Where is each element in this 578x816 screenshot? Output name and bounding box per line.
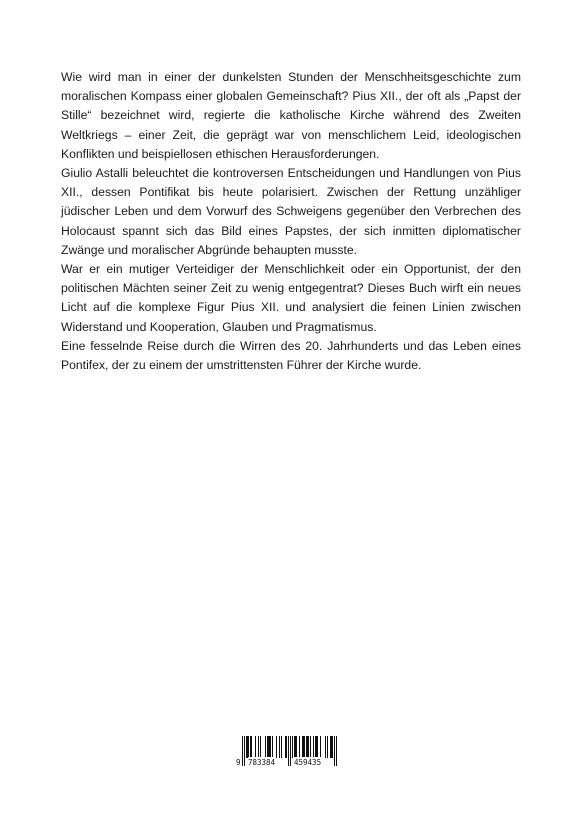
- blurb-paragraph-3: War er ein mutiger Verteidiger der Menschlichkeit oder ein Opportunist, der den politischen Mächten seiner Zeit zu wenig entgegentrat? Dieses Buch wirft ein neues Licht auf die komplexe Figur Pius XII. und analysiert die feinen Linien zwischen Widerstand und Kooperation, Glauben und Pragmatismus.: [61, 262, 521, 334]
- barcode-bar: [247, 736, 248, 758]
- barcode-bar: [250, 736, 251, 758]
- barcode-bar: [315, 736, 316, 758]
- barcode-bar: [272, 736, 273, 758]
- barcode-bar: [258, 736, 259, 758]
- barcode-bar: [269, 736, 270, 758]
- barcode-bar: [327, 736, 328, 758]
- barcode-left-group: 783384: [248, 758, 276, 767]
- barcode-bar: [260, 736, 261, 758]
- barcode-first-digit: 9: [236, 758, 241, 767]
- barcode-bar: [251, 736, 252, 758]
- barcode-bar: [330, 736, 331, 758]
- barcode-bar: [246, 736, 247, 758]
- barcode-bar: [265, 736, 266, 758]
- barcode-bar: [281, 736, 282, 758]
- barcode-digits: [236, 757, 338, 768]
- barcode-bar: [292, 736, 293, 758]
- barcode-bar: [286, 736, 287, 758]
- barcode-bar: [294, 736, 295, 758]
- blurb-text: [61, 68, 521, 375]
- barcode-bar: [270, 736, 271, 758]
- isbn-barcode: [236, 736, 338, 768]
- barcode-bar: [307, 736, 308, 758]
- barcode-bar: [248, 736, 249, 758]
- barcode-bar: [255, 736, 256, 758]
- barcode-bar: [285, 736, 286, 758]
- barcode-bar: [320, 736, 321, 758]
- barcode-bar: [279, 736, 280, 758]
- barcode-bar: [302, 736, 303, 758]
- barcode-bar: [325, 736, 326, 758]
- barcode-bar: [295, 736, 296, 758]
- barcode-bar: [308, 736, 309, 758]
- barcode-bar: [276, 736, 277, 758]
- blurb-paragraph-1: Wie wird man in einer der dunkelsten Stunden der Menschheitsgeschichte zum moralischen Kompass einer globalen Gemeinschaft? Pius XII., der oft als „Papst der Stille“ bezeichnet wird, regierte die katholische Kirche während des Zweiten Weltkriegs – einer Zeit, die geprägt war von menschlichem Leid, ideologischen Konflikten und beispiellosen ethischen Herausforderungen.: [61, 70, 521, 161]
- blurb-paragraph-4: Eine fesselnde Reise durch die Wirren des 20. Jahrhunderts und das Leben eines Pontifex, der zu einem der umstrittensten Führer der Kirche wurde.: [61, 338, 521, 373]
- barcode-bar: [303, 736, 304, 758]
- barcode-bar: [313, 736, 314, 758]
- barcode-bar: [304, 736, 305, 758]
- barcode-bar: [296, 736, 297, 758]
- barcode-bar: [268, 736, 269, 758]
- barcode-bar: [317, 736, 318, 758]
- barcode-bar: [299, 736, 300, 758]
- barcode-right-group: 459435: [294, 758, 322, 767]
- barcode-bar: [310, 736, 311, 758]
- barcode-bar: [316, 736, 317, 758]
- barcode-bar: [306, 736, 307, 758]
- blurb-paragraph-2: Giulio Astalli beleuchtet die kontroversen Entscheidungen und Handlungen von Pius XII., dessen Pontifikat bis heute polarisiert. Zwischen der Rettung unzähliger jüdischer Leben und dem Vorwurf des Schweigens gegenüber den Verbrechen des Holocaust spannt sich das Bild eines Papstes, der sich inmitten diplomatischer Zwänge und moralischer Abgründe behaupten musste.: [61, 166, 521, 257]
- barcode-bar: [332, 736, 333, 758]
- barcode-bar: [331, 736, 332, 758]
- barcode-bar: [267, 736, 268, 758]
